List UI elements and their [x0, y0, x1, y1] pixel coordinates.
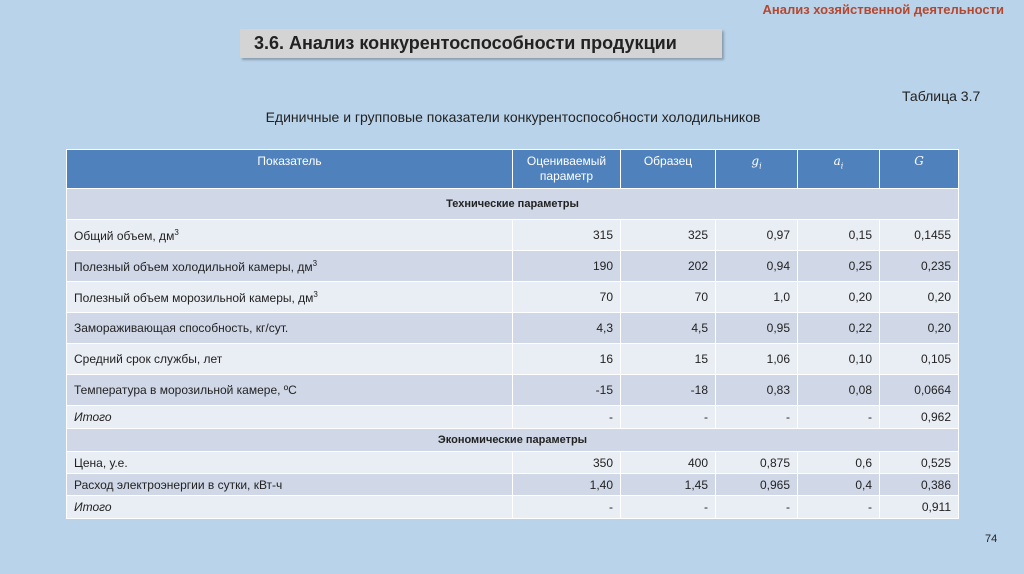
cell-sample: 325: [621, 220, 716, 251]
cell-value: 315: [513, 220, 621, 251]
cell-value: 70: [513, 282, 621, 313]
cell-sample: 15: [621, 344, 716, 375]
cell-g: 1,0: [716, 282, 798, 313]
cell-g: 0,95: [716, 313, 798, 344]
header-indicator: Показатель: [67, 150, 513, 189]
cell-G: 0,1455: [880, 220, 959, 251]
cell-indicator: Полезный объем морозильной камеры, $дм^3$: [67, 282, 513, 313]
table-row: [67, 452, 959, 474]
table-row: [67, 344, 959, 375]
table-number: Таблица 3.7: [902, 88, 981, 104]
table-row: [67, 251, 959, 282]
table-row: [67, 375, 959, 406]
header-g: $g_i$: [716, 150, 798, 189]
header-a: $a_i$: [798, 150, 880, 189]
header-title: Анализ хозяйственной деятельности: [762, 2, 1004, 17]
cell-indicator: Температура в морозильной камере, ºС: [67, 375, 513, 406]
cell-value: 4,3: [513, 313, 621, 344]
cell-sample: 400: [621, 452, 716, 474]
table-group-row: [67, 429, 959, 452]
cell-indicator: Замораживающая способность, кг/сут.: [67, 313, 513, 344]
cell-value: 1,40: [513, 474, 621, 496]
cell-value: 16: [513, 344, 621, 375]
header-sample: Образец: [621, 150, 716, 189]
table-row: [67, 496, 959, 519]
cell-g: -: [716, 496, 798, 519]
cell-value: 350: [513, 452, 621, 474]
cell-indicator: Средний срок службы, лет: [67, 344, 513, 375]
cell-G: 0,525: [880, 452, 959, 474]
table-caption: Единичные и групповые показатели конкурентоспособности холодильников: [265, 109, 761, 125]
header-evaluated: Оцениваемый параметр: [513, 150, 621, 189]
cell-G: 0,911: [880, 496, 959, 519]
cell-sample: 202: [621, 251, 716, 282]
cell-sample: 1,45: [621, 474, 716, 496]
cell-g: 0,965: [716, 474, 798, 496]
cell-indicator: Общий объем, $дм^3$: [67, 220, 513, 251]
page-number: 74: [985, 533, 998, 545]
cell-a: 0,25: [798, 251, 880, 282]
header-G: G: [880, 150, 959, 189]
cell-a: -: [798, 496, 880, 519]
cell-G: 0,105: [880, 344, 959, 375]
table-row: [67, 313, 959, 344]
table-group-row: [67, 189, 959, 220]
group-label: Технические параметры: [67, 189, 959, 220]
cell-a: 0,20: [798, 282, 880, 313]
table-row: [67, 406, 959, 429]
cell-g: 1,06: [716, 344, 798, 375]
cell-g: -: [716, 406, 798, 429]
cell-g: 0,94: [716, 251, 798, 282]
cell-G: 0,20: [880, 313, 959, 344]
cell-sample: 4,5: [621, 313, 716, 344]
cell-a: 0,10: [798, 344, 880, 375]
cell-G: 0,962: [880, 406, 959, 429]
cell-g: 0,97: [716, 220, 798, 251]
table-row: [67, 282, 959, 313]
cell-G: 0,386: [880, 474, 959, 496]
section-title: 3.6. Анализ конкурентоспособности продукции: [240, 29, 722, 58]
cell-a: 0,4: [798, 474, 880, 496]
cell-indicator: Цена, у.е.: [67, 452, 513, 474]
cell-g: 0,875: [716, 452, 798, 474]
cell-G: 0,0664: [880, 375, 959, 406]
cell-indicator: Расход электроэнергии в сутки, кВт-ч: [67, 474, 513, 496]
cell-sample: -18: [621, 375, 716, 406]
cell-a: 0,22: [798, 313, 880, 344]
cell-value: -15: [513, 375, 621, 406]
cell-g: 0,83: [716, 375, 798, 406]
cell-sample: -: [621, 406, 716, 429]
cell-a: 0,08: [798, 375, 880, 406]
cell-value: -: [513, 406, 621, 429]
cell-indicator: Полезный объем холодильной камеры, $дм^3$: [67, 251, 513, 282]
cell-indicator: Итого: [67, 406, 513, 429]
cell-G: 0,20: [880, 282, 959, 313]
cell-G: 0,235: [880, 251, 959, 282]
table-row: [67, 220, 959, 251]
cell-a: -: [798, 406, 880, 429]
cell-sample: -: [621, 496, 716, 519]
table-row: [67, 474, 959, 496]
cell-value: -: [513, 496, 621, 519]
cell-value: 190: [513, 251, 621, 282]
cell-a: 0,6: [798, 452, 880, 474]
cell-sample: 70: [621, 282, 716, 313]
group-label: Экономические параметры: [67, 429, 959, 452]
cell-indicator: Итого: [67, 496, 513, 519]
cell-a: 0,15: [798, 220, 880, 251]
table-header-row: [67, 150, 959, 189]
competitiveness-table: [66, 149, 959, 519]
